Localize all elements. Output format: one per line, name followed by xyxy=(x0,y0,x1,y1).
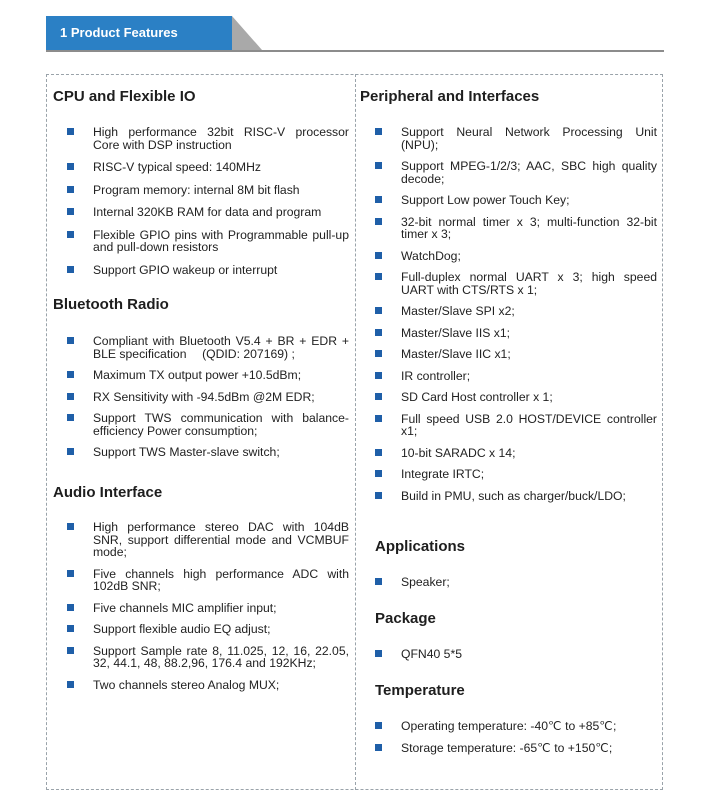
list-item: QFN40 5*5 xyxy=(375,648,657,661)
bullet-icon xyxy=(67,337,74,344)
bullet-icon xyxy=(375,393,382,400)
bullet-icon xyxy=(67,128,74,135)
bluetooth-list xyxy=(53,335,349,459)
section-heading-peripheral: Peripheral and Interfaces xyxy=(360,88,540,105)
bullet-icon xyxy=(375,252,382,259)
list-item: Support Low power Touch Key; xyxy=(375,194,657,207)
list-item: Five channels MIC amplifier input; xyxy=(53,602,349,615)
list-item: WatchDog; xyxy=(375,250,657,263)
list-item: Support Neural Network Processing Unit (NPU); xyxy=(375,126,657,151)
bullet-icon xyxy=(67,163,74,170)
section-heading-temperature: Temperature xyxy=(375,682,465,699)
temperature-list xyxy=(375,720,657,754)
section-heading-package: Package xyxy=(375,610,436,627)
list-item: Speaker; xyxy=(375,576,657,589)
list-item: Master/Slave SPI x2; xyxy=(375,305,657,318)
bullet-icon xyxy=(67,448,74,455)
bullet-icon xyxy=(67,625,74,632)
bullet-icon xyxy=(375,722,382,729)
bullet-icon xyxy=(375,273,382,280)
list-item: High performance stereo DAC with 104dB SNR, support differential mode and VCMBUF mode; xyxy=(53,521,349,559)
bullet-icon xyxy=(67,414,74,421)
list-item: Full-duplex normal UART x 3; high speed UART with CTS/RTS x 1; xyxy=(375,271,657,296)
list-item: Support TWS communication with balance-efficiency Power consumption; xyxy=(53,412,349,437)
bullet-icon xyxy=(375,492,382,499)
bullet-icon xyxy=(67,647,74,654)
list-item: Support GPIO wakeup or interrupt xyxy=(53,264,349,277)
banner-decoration xyxy=(232,16,262,50)
bullet-icon xyxy=(67,208,74,215)
list-item: 10-bit SARADC x 14; xyxy=(375,447,657,460)
list-item: Program memory: internal 8M bit flash xyxy=(53,184,349,197)
list-item: IR controller; xyxy=(375,370,657,383)
section-title: 1 Product Features xyxy=(46,16,232,50)
bullet-icon xyxy=(375,578,382,585)
bullet-icon xyxy=(67,231,74,238)
bullet-icon xyxy=(67,570,74,577)
list-item: Internal 320KB RAM for data and program xyxy=(53,206,349,219)
list-item: Five channels high performance ADC with 102dB SNR; xyxy=(53,568,349,593)
package-list xyxy=(375,648,657,661)
list-item: Two channels stereo Analog MUX; xyxy=(53,679,349,692)
bullet-icon xyxy=(375,470,382,477)
bullet-icon xyxy=(67,604,74,611)
applications-list xyxy=(375,576,657,589)
bullet-icon xyxy=(375,372,382,379)
list-item: SD Card Host controller x 1; xyxy=(375,391,657,404)
bullet-icon xyxy=(67,523,74,530)
bullet-icon xyxy=(375,162,382,169)
banner-rule xyxy=(46,50,664,52)
audio-list xyxy=(53,521,349,691)
list-item: Full speed USB 2.0 HOST/DEVICE controller x1; xyxy=(375,413,657,438)
bullet-icon xyxy=(375,744,382,751)
list-item: Support Sample rate 8, 11.025, 12, 16, 22.05, 32, 44.1, 48, 88.2,96, 176.4 and 192KHz; xyxy=(53,645,349,670)
list-item: Support TWS Master-slave switch; xyxy=(53,446,349,459)
list-item: RISC-V typical speed: 140MHz xyxy=(53,161,349,174)
bullet-icon xyxy=(67,186,74,193)
bullet-icon xyxy=(375,218,382,225)
bullet-icon xyxy=(375,128,382,135)
bullet-icon xyxy=(375,650,382,657)
bullet-icon xyxy=(375,329,382,336)
section-heading-bluetooth: Bluetooth Radio xyxy=(53,296,169,313)
list-item: RX Sensitivity with -94.5dBm @2M EDR; xyxy=(53,391,349,404)
bullet-icon xyxy=(375,350,382,357)
bullet-icon xyxy=(375,415,382,422)
bullet-icon xyxy=(375,196,382,203)
list-item: Build in PMU, such as charger/buck/LDO; xyxy=(375,490,657,503)
section-heading-cpu: CPU and Flexible IO xyxy=(53,88,196,105)
section-banner xyxy=(46,16,666,52)
bullet-icon xyxy=(375,449,382,456)
list-item: Compliant with Bluetooth V5.4 + BR + EDR + BLE specification (QDID: 207169) ; xyxy=(53,335,349,360)
column-divider xyxy=(355,74,356,790)
list-item: Maximum TX output power +10.5dBm; xyxy=(53,369,349,382)
cpu-list xyxy=(53,126,349,276)
bullet-icon xyxy=(67,266,74,273)
bullet-icon xyxy=(375,307,382,314)
list-item: High performance 32bit RISC-V processor Core with DSP instruction xyxy=(53,126,349,151)
list-item: 32-bit normal timer x 3; multi-function 32-bit timer x 3; xyxy=(375,216,657,241)
list-item: Operating temperature: -40℃ to +85℃; xyxy=(375,720,657,733)
list-item: Support flexible audio EQ adjust; xyxy=(53,623,349,636)
bullet-icon xyxy=(67,393,74,400)
list-item: Master/Slave IIC x1; xyxy=(375,348,657,361)
section-heading-audio: Audio Interface xyxy=(53,484,163,501)
peripheral-list xyxy=(375,126,657,502)
section-heading-applications: Applications xyxy=(375,538,466,555)
bullet-icon xyxy=(67,371,74,378)
list-item: Flexible GPIO pins with Programmable pull-up and pull-down resistors xyxy=(53,229,349,254)
list-item: Integrate IRTC; xyxy=(375,468,657,481)
list-item: Master/Slave IIS x1; xyxy=(375,327,657,340)
list-item: Support MPEG-1/2/3; AAC, SBC high quality decode; xyxy=(375,160,657,185)
bullet-icon xyxy=(67,681,74,688)
list-item: Storage temperature: -65℃ to +150℃; xyxy=(375,742,657,755)
